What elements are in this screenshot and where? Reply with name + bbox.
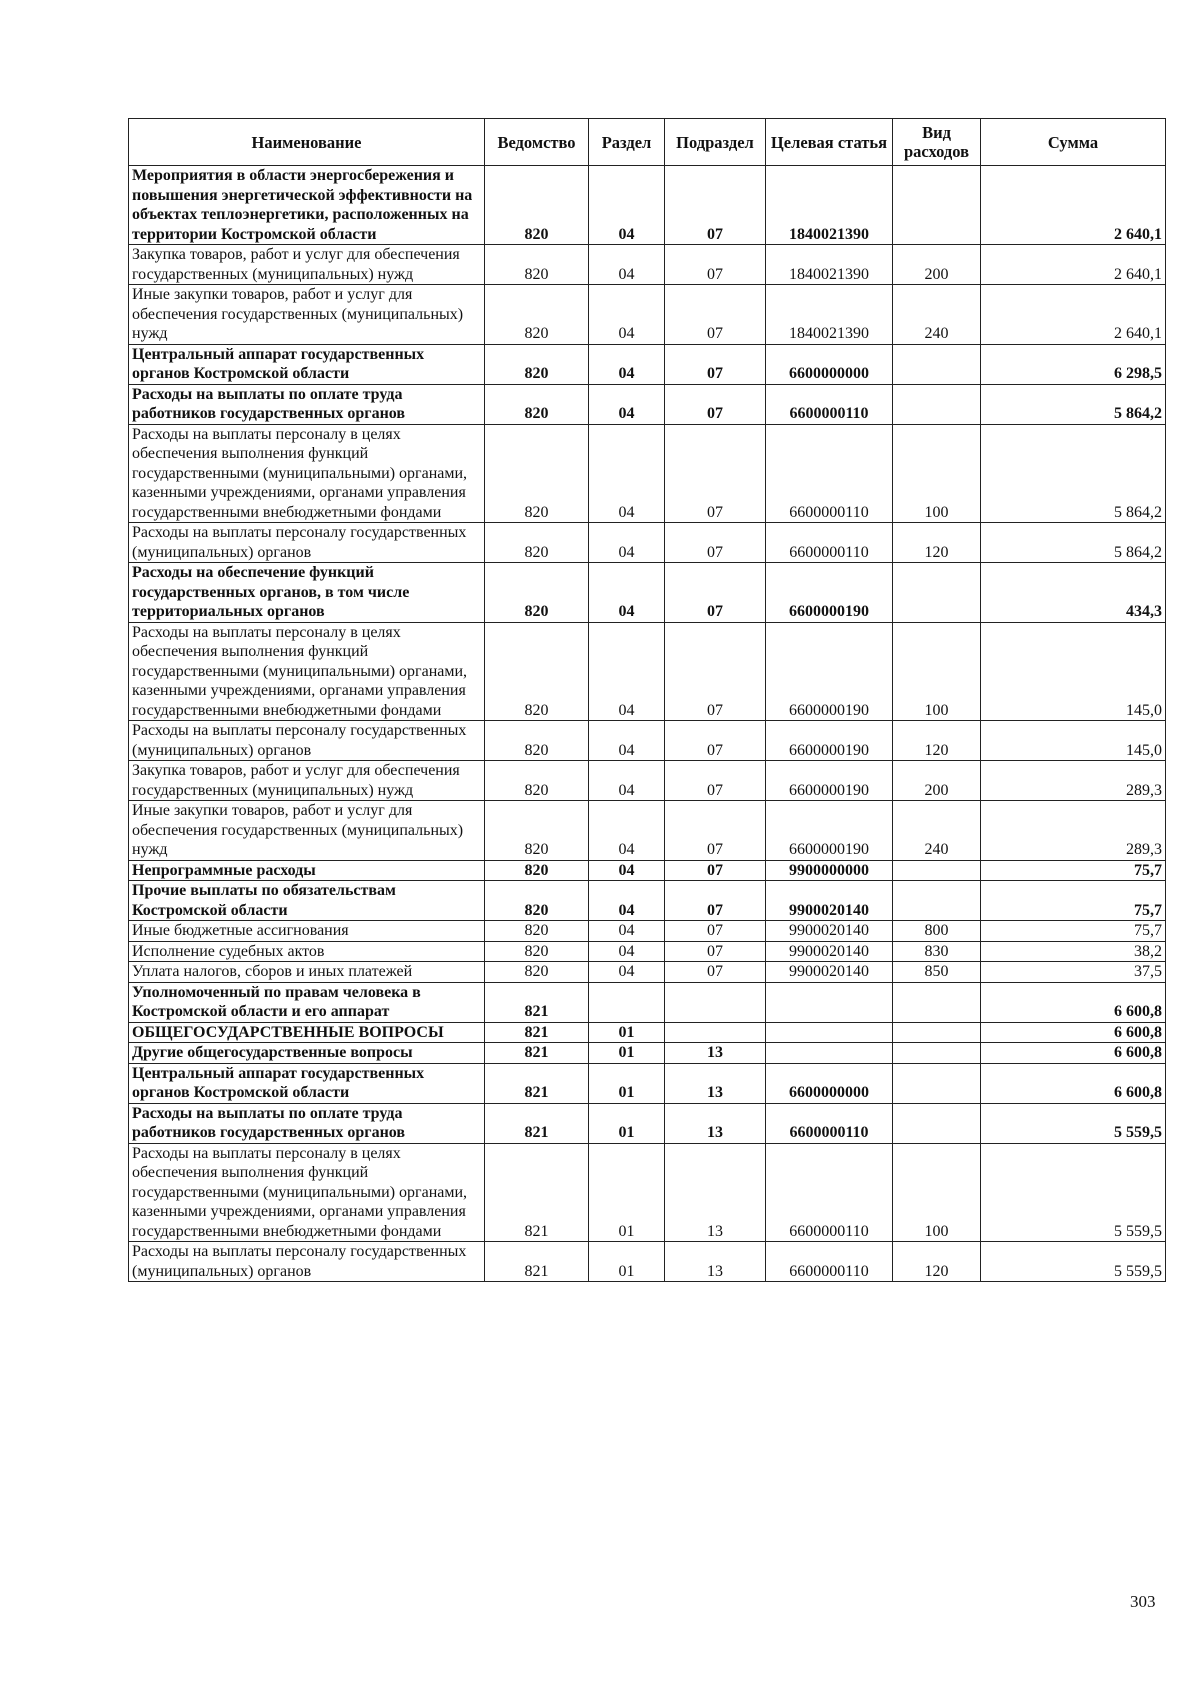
table-row — [129, 881, 1166, 921]
cell-subsection: 07 — [665, 166, 766, 245]
cell-name: ОБЩЕГОСУДАРСТВЕННЫЕ ВОПРОСЫ — [129, 1022, 485, 1043]
cell-subsection: 13 — [665, 1143, 766, 1242]
cell-name: Прочие выплаты по обязательствам Костромской области — [129, 881, 485, 921]
cell-target-article — [766, 1022, 893, 1043]
cell-sum: 145,0 — [981, 721, 1166, 761]
cell-section: 04 — [589, 523, 665, 563]
table-header-row — [129, 119, 1166, 166]
cell-expense-type: 200 — [893, 761, 981, 801]
page-number: 303 — [1130, 1592, 1156, 1611]
cell-department: 820 — [485, 344, 589, 384]
cell-name: Центральный аппарат государственных органов Костромской области — [129, 344, 485, 384]
cell-target-article: 9900000000 — [766, 860, 893, 881]
cell-section: 04 — [589, 424, 665, 523]
cell-section: 01 — [589, 1063, 665, 1103]
cell-department: 821 — [485, 1143, 589, 1242]
cell-name: Расходы на выплаты по оплате труда работников государственных органов — [129, 1103, 485, 1143]
cell-target-article — [766, 1043, 893, 1064]
cell-section — [589, 982, 665, 1022]
cell-sum: 6 600,8 — [981, 1063, 1166, 1103]
cell-sum: 145,0 — [981, 622, 1166, 721]
cell-department: 820 — [485, 761, 589, 801]
cell-expense-type — [893, 860, 981, 881]
cell-sum: 434,3 — [981, 563, 1166, 623]
cell-sum: 289,3 — [981, 761, 1166, 801]
cell-section: 04 — [589, 245, 665, 285]
header-sum: Сумма — [981, 119, 1166, 166]
cell-name: Расходы на выплаты персоналу в целях обеспечения выполнения функций государственными (муниципальными) органами, казенными учреждениями, органами управления государственными внебюджетными фондами — [129, 1143, 485, 1242]
cell-subsection: 07 — [665, 881, 766, 921]
cell-subsection: 07 — [665, 921, 766, 942]
header-target-article: Целевая статья — [766, 119, 893, 166]
cell-name: Центральный аппарат государственных органов Костромской области — [129, 1063, 485, 1103]
table-row — [129, 1143, 1166, 1242]
table-body — [129, 166, 1166, 1282]
cell-department: 821 — [485, 982, 589, 1022]
cell-name: Мероприятия в области энергосбережения и повышения энергетической эффективности на объектах теплоэнергетики, расположенных на территории Костромской области — [129, 166, 485, 245]
cell-target-article: 6600000110 — [766, 523, 893, 563]
cell-section: 04 — [589, 941, 665, 962]
table-row — [129, 1103, 1166, 1143]
header-department: Ведомство — [485, 119, 589, 166]
cell-name: Расходы на обеспечение функций государственных органов, в том числе территориальных органов — [129, 563, 485, 623]
cell-name: Другие общегосударственные вопросы — [129, 1043, 485, 1064]
cell-expense-type — [893, 1022, 981, 1043]
cell-subsection: 13 — [665, 1103, 766, 1143]
cell-sum: 37,5 — [981, 962, 1166, 983]
cell-department: 821 — [485, 1022, 589, 1043]
table-row — [129, 344, 1166, 384]
cell-name: Расходы на выплаты персоналу государственных (муниципальных) органов — [129, 523, 485, 563]
cell-target-article: 9900020140 — [766, 921, 893, 942]
cell-target-article: 6600000000 — [766, 344, 893, 384]
table-row — [129, 285, 1166, 345]
cell-sum: 6 600,8 — [981, 982, 1166, 1022]
cell-target-article: 9900020140 — [766, 941, 893, 962]
cell-subsection: 07 — [665, 761, 766, 801]
cell-name: Расходы на выплаты персоналу государственных (муниципальных) органов — [129, 721, 485, 761]
cell-target-article: 6600000190 — [766, 721, 893, 761]
cell-target-article: 6600000190 — [766, 761, 893, 801]
cell-expense-type: 240 — [893, 801, 981, 861]
cell-sum: 5 864,2 — [981, 384, 1166, 424]
cell-section: 01 — [589, 1103, 665, 1143]
cell-department: 820 — [485, 523, 589, 563]
cell-section: 04 — [589, 384, 665, 424]
cell-expense-type — [893, 563, 981, 623]
cell-subsection: 07 — [665, 344, 766, 384]
cell-section: 04 — [589, 860, 665, 881]
cell-department: 820 — [485, 285, 589, 345]
cell-subsection: 07 — [665, 801, 766, 861]
cell-expense-type: 120 — [893, 523, 981, 563]
cell-subsection: 07 — [665, 424, 766, 523]
cell-department: 821 — [485, 1242, 589, 1282]
cell-subsection: 07 — [665, 622, 766, 721]
cell-expense-type — [893, 881, 981, 921]
cell-department: 820 — [485, 166, 589, 245]
cell-sum: 38,2 — [981, 941, 1166, 962]
cell-subsection: 13 — [665, 1043, 766, 1064]
cell-expense-type: 100 — [893, 622, 981, 721]
table-row — [129, 1242, 1166, 1282]
table-row — [129, 721, 1166, 761]
cell-subsection: 07 — [665, 285, 766, 345]
table-row — [129, 166, 1166, 245]
cell-expense-type — [893, 166, 981, 245]
table-row — [129, 523, 1166, 563]
cell-name: Расходы на выплаты персоналу государственных (муниципальных) органов — [129, 1242, 485, 1282]
cell-department: 820 — [485, 384, 589, 424]
cell-sum: 2 640,1 — [981, 245, 1166, 285]
table-row — [129, 424, 1166, 523]
cell-name: Иные закупки товаров, работ и услуг для обеспечения государственных (муниципальных) нужд — [129, 285, 485, 345]
cell-target-article: 6600000190 — [766, 622, 893, 721]
header-expense-type: Вид расходов — [893, 119, 981, 166]
table-row — [129, 1022, 1166, 1043]
table-row — [129, 941, 1166, 962]
cell-subsection: 07 — [665, 245, 766, 285]
cell-expense-type — [893, 344, 981, 384]
cell-section: 01 — [589, 1022, 665, 1043]
cell-expense-type — [893, 1043, 981, 1064]
cell-target-article — [766, 982, 893, 1022]
header-name: Наименование — [129, 119, 485, 166]
cell-section: 01 — [589, 1043, 665, 1064]
cell-name: Непрограммные расходы — [129, 860, 485, 881]
cell-department: 820 — [485, 721, 589, 761]
cell-department: 820 — [485, 622, 589, 721]
cell-section: 04 — [589, 166, 665, 245]
cell-subsection: 07 — [665, 962, 766, 983]
cell-sum: 75,7 — [981, 921, 1166, 942]
cell-section: 04 — [589, 962, 665, 983]
cell-expense-type — [893, 1063, 981, 1103]
table-row — [129, 245, 1166, 285]
table-row — [129, 982, 1166, 1022]
cell-subsection: 07 — [665, 721, 766, 761]
cell-department: 821 — [485, 1043, 589, 1064]
cell-section: 04 — [589, 721, 665, 761]
cell-subsection: 07 — [665, 860, 766, 881]
cell-subsection: 07 — [665, 523, 766, 563]
cell-section: 01 — [589, 1143, 665, 1242]
cell-target-article: 9900020140 — [766, 962, 893, 983]
cell-section: 04 — [589, 801, 665, 861]
table-row — [129, 801, 1166, 861]
cell-expense-type: 120 — [893, 721, 981, 761]
table-row — [129, 962, 1166, 983]
table-row — [129, 384, 1166, 424]
table-row — [129, 622, 1166, 721]
cell-name: Иные бюджетные ассигнования — [129, 921, 485, 942]
cell-subsection: 07 — [665, 384, 766, 424]
cell-sum: 6 600,8 — [981, 1022, 1166, 1043]
table-row — [129, 563, 1166, 623]
cell-expense-type — [893, 1103, 981, 1143]
cell-expense-type: 800 — [893, 921, 981, 942]
cell-sum: 5 864,2 — [981, 523, 1166, 563]
cell-subsection: 13 — [665, 1063, 766, 1103]
cell-section: 04 — [589, 761, 665, 801]
cell-expense-type: 120 — [893, 1242, 981, 1282]
table-row — [129, 1043, 1166, 1064]
cell-target-article: 6600000000 — [766, 1063, 893, 1103]
cell-department: 820 — [485, 921, 589, 942]
cell-department: 820 — [485, 962, 589, 983]
cell-department: 820 — [485, 881, 589, 921]
cell-target-article: 6600000110 — [766, 1143, 893, 1242]
cell-sum: 5 864,2 — [981, 424, 1166, 523]
cell-department: 820 — [485, 801, 589, 861]
cell-department: 820 — [485, 860, 589, 881]
cell-sum: 5 559,5 — [981, 1103, 1166, 1143]
cell-name: Закупка товаров, работ и услуг для обеспечения государственных (муниципальных) нужд — [129, 761, 485, 801]
cell-target-article: 6600000190 — [766, 563, 893, 623]
cell-expense-type: 100 — [893, 424, 981, 523]
cell-section: 04 — [589, 285, 665, 345]
header-section: Раздел — [589, 119, 665, 166]
cell-name: Расходы на выплаты по оплате труда работников государственных органов — [129, 384, 485, 424]
cell-target-article: 6600000110 — [766, 424, 893, 523]
table-row — [129, 921, 1166, 942]
cell-target-article: 6600000110 — [766, 1103, 893, 1143]
cell-subsection — [665, 1022, 766, 1043]
cell-target-article: 6600000110 — [766, 384, 893, 424]
cell-department: 820 — [485, 424, 589, 523]
cell-target-article: 1840021390 — [766, 166, 893, 245]
cell-expense-type — [893, 384, 981, 424]
cell-subsection: 07 — [665, 563, 766, 623]
cell-sum: 5 559,5 — [981, 1143, 1166, 1242]
cell-department: 820 — [485, 245, 589, 285]
cell-expense-type — [893, 982, 981, 1022]
cell-subsection: 07 — [665, 941, 766, 962]
table-row — [129, 860, 1166, 881]
cell-section: 04 — [589, 344, 665, 384]
header-subsection: Подраздел — [665, 119, 766, 166]
cell-target-article: 9900020140 — [766, 881, 893, 921]
cell-section: 04 — [589, 921, 665, 942]
cell-subsection — [665, 982, 766, 1022]
cell-sum: 6 600,8 — [981, 1043, 1166, 1064]
cell-sum: 2 640,1 — [981, 285, 1166, 345]
cell-expense-type: 100 — [893, 1143, 981, 1242]
budget-table — [128, 118, 1166, 1282]
cell-department: 821 — [485, 1063, 589, 1103]
cell-department: 820 — [485, 941, 589, 962]
cell-section: 04 — [589, 622, 665, 721]
cell-target-article: 6600000190 — [766, 801, 893, 861]
cell-subsection: 13 — [665, 1242, 766, 1282]
cell-sum: 6 298,5 — [981, 344, 1166, 384]
cell-expense-type: 200 — [893, 245, 981, 285]
cell-section: 01 — [589, 1242, 665, 1282]
cell-sum: 2 640,1 — [981, 166, 1166, 245]
cell-target-article: 6600000110 — [766, 1242, 893, 1282]
table-row — [129, 1063, 1166, 1103]
cell-expense-type: 240 — [893, 285, 981, 345]
cell-target-article: 1840021390 — [766, 245, 893, 285]
cell-name: Расходы на выплаты персоналу в целях обеспечения выполнения функций государственными (муниципальными) органами, казенными учреждениями, органами управления государственными внебюджетными фондами — [129, 622, 485, 721]
cell-sum: 75,7 — [981, 860, 1166, 881]
cell-name: Уполномоченный по правам человека в Костромской области и его аппарат — [129, 982, 485, 1022]
cell-name: Расходы на выплаты персоналу в целях обеспечения выполнения функций государственными (муниципальными) органами, казенными учреждениями, органами управления государственными внебюджетными фондами — [129, 424, 485, 523]
cell-name: Исполнение судебных актов — [129, 941, 485, 962]
cell-name: Иные закупки товаров, работ и услуг для обеспечения государственных (муниципальных) нужд — [129, 801, 485, 861]
cell-sum: 5 559,5 — [981, 1242, 1166, 1282]
cell-section: 04 — [589, 881, 665, 921]
cell-section: 04 — [589, 563, 665, 623]
cell-name: Закупка товаров, работ и услуг для обеспечения государственных (муниципальных) нужд — [129, 245, 485, 285]
cell-expense-type: 830 — [893, 941, 981, 962]
cell-department: 820 — [485, 563, 589, 623]
cell-sum: 75,7 — [981, 881, 1166, 921]
cell-department: 821 — [485, 1103, 589, 1143]
cell-name: Уплата налогов, сборов и иных платежей — [129, 962, 485, 983]
cell-target-article: 1840021390 — [766, 285, 893, 345]
cell-sum: 289,3 — [981, 801, 1166, 861]
cell-expense-type: 850 — [893, 962, 981, 983]
table-row — [129, 761, 1166, 801]
